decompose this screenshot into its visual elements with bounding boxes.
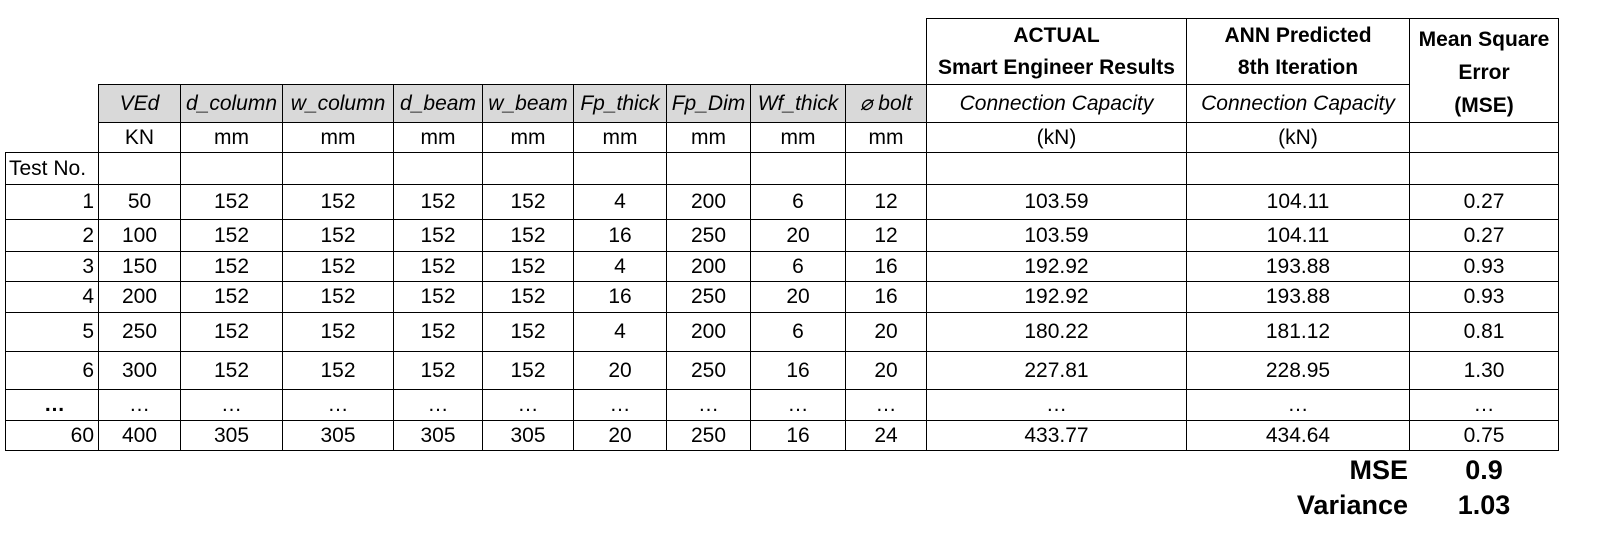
cell: 250 (99, 313, 181, 352)
units-row (6, 123, 1559, 153)
param-name: d_beam (394, 85, 483, 123)
actual-title-line1: ACTUAL (1013, 23, 1100, 47)
param-name: w_beam (483, 85, 574, 123)
test-number: 4 (6, 282, 99, 313)
param-name: Wf_thick (751, 85, 846, 123)
cell: 152 (181, 220, 283, 252)
param-unit: mm (846, 123, 927, 153)
table-row (6, 313, 1559, 352)
cell: 4 (574, 185, 667, 220)
cell: 250 (667, 421, 751, 451)
actual-title-line2: Smart Engineer Results (938, 55, 1175, 79)
mse-title-line2: Error (1458, 61, 1510, 84)
ellipsis-cell: … (1187, 390, 1410, 421)
ann-title-line2: 8th Iteration (1237, 55, 1359, 79)
cell: 12 (846, 220, 927, 252)
test-number: 2 (6, 220, 99, 252)
ann-value: 228.95 (1187, 352, 1410, 390)
ann-value: 434.64 (1187, 421, 1410, 451)
ellipsis-cell: … (574, 390, 667, 421)
param-name: ⌀ bolt (846, 85, 927, 123)
actual-unit: (kN) (927, 123, 1187, 153)
cell: 152 (181, 352, 283, 390)
mse-value: 0.93 (1410, 282, 1559, 313)
cell: 152 (394, 313, 483, 352)
cell: 50 (99, 185, 181, 220)
table-row (6, 282, 1559, 313)
cell: 250 (667, 352, 751, 390)
cell: 200 (667, 185, 751, 220)
ann-value: 181.12 (1187, 313, 1410, 352)
cell: 152 (394, 220, 483, 252)
results-table (5, 18, 1559, 451)
cell: 16 (846, 282, 927, 313)
cell: 4 (574, 252, 667, 282)
ann-unit: (kN) (1187, 123, 1410, 153)
cell: 152 (181, 252, 283, 282)
test-number: 6 (6, 352, 99, 390)
cell: 16 (574, 220, 667, 252)
cell: 24 (846, 421, 927, 451)
param-unit: mm (483, 123, 574, 153)
cell: 152 (394, 352, 483, 390)
param-name: w_column (283, 85, 394, 123)
cell: 250 (667, 282, 751, 313)
actual-value: 180.22 (927, 313, 1187, 352)
cell: 16 (846, 252, 927, 282)
cell: 4 (574, 313, 667, 352)
table-row (6, 220, 1559, 252)
actual-value: 192.92 (927, 252, 1187, 282)
mse-title-line3: (MSE) (1454, 94, 1514, 117)
cell: 305 (283, 421, 394, 451)
ann-value: 193.88 (1187, 252, 1410, 282)
ellipsis-row (6, 390, 1559, 421)
param-unit: mm (667, 123, 751, 153)
actual-value: 227.81 (927, 352, 1187, 390)
cell: 305 (181, 421, 283, 451)
ann-header (1187, 19, 1410, 85)
cell: 152 (394, 185, 483, 220)
test-number: 1 (6, 185, 99, 220)
actual-header (927, 19, 1187, 85)
cell: 152 (181, 185, 283, 220)
ellipsis-cell: … (99, 390, 181, 421)
cell: 305 (394, 421, 483, 451)
cell: 16 (751, 421, 846, 451)
param-unit: mm (751, 123, 846, 153)
test-no-label: Test No. (6, 153, 99, 185)
actual-subheader: Connection Capacity (927, 85, 1187, 123)
cell: 6 (751, 252, 846, 282)
summary-mse-label: MSE (1349, 455, 1408, 485)
cell: 152 (483, 313, 574, 352)
cell: 250 (667, 220, 751, 252)
cell: 12 (846, 185, 927, 220)
table-row (6, 352, 1559, 390)
table-row (6, 421, 1559, 451)
cell: 6 (751, 185, 846, 220)
ellipsis-cell: … (927, 390, 1187, 421)
cell: 400 (99, 421, 181, 451)
param-name: Fp_thick (574, 85, 667, 123)
test-number: 5 (6, 313, 99, 352)
param-name: Fp_Dim (667, 85, 751, 123)
summary-variance-label: Variance (1296, 490, 1408, 520)
actual-value: 433.77 (927, 421, 1187, 451)
cell: 152 (283, 313, 394, 352)
mse-header (1410, 19, 1559, 123)
cell: 20 (846, 352, 927, 390)
cell: 200 (99, 282, 181, 313)
param-unit: KN (99, 123, 181, 153)
mse-value: 0.81 (1410, 313, 1559, 352)
cell: 20 (574, 352, 667, 390)
table-row (6, 252, 1559, 282)
mse-title-line1: Mean Square (1418, 28, 1550, 51)
cell: 305 (483, 421, 574, 451)
cell: 200 (667, 313, 751, 352)
param-name: VEd (99, 85, 181, 123)
cell: 152 (394, 282, 483, 313)
ellipsis-cell: … (283, 390, 394, 421)
cell: 16 (751, 352, 846, 390)
cell: 152 (181, 313, 283, 352)
cell: 152 (181, 282, 283, 313)
cell: 152 (283, 185, 394, 220)
ellipsis-cell: … (181, 390, 283, 421)
mse-value: 0.27 (1410, 220, 1559, 252)
test-number: 60 (6, 421, 99, 451)
param-unit: mm (574, 123, 667, 153)
ellipsis-cell: … (1410, 390, 1559, 421)
ann-value: 193.88 (1187, 282, 1410, 313)
ellipsis-cell: … (394, 390, 483, 421)
cell: 20 (751, 282, 846, 313)
header-row-titles (6, 19, 1559, 85)
cell: 152 (283, 252, 394, 282)
mse-value: 0.93 (1410, 252, 1559, 282)
ellipsis-cell: … (846, 390, 927, 421)
cell: 20 (846, 313, 927, 352)
param-unit: mm (394, 123, 483, 153)
cell: 200 (667, 252, 751, 282)
ann-title-line1: ANN Predicted (1224, 23, 1372, 47)
cell: 152 (483, 282, 574, 313)
mse-value: 1.30 (1410, 352, 1559, 390)
summary-mse-value: 0.9 (1465, 455, 1503, 485)
cell: 300 (99, 352, 181, 390)
mse-value: 0.27 (1410, 185, 1559, 220)
cell: 152 (283, 282, 394, 313)
ann-subheader: Connection Capacity (1187, 85, 1410, 123)
test-number: 3 (6, 252, 99, 282)
cell: 152 (483, 185, 574, 220)
param-unit: mm (181, 123, 283, 153)
ellipsis-cell: … (483, 390, 574, 421)
actual-value: 103.59 (927, 185, 1187, 220)
cell: 152 (483, 252, 574, 282)
cell: 152 (283, 220, 394, 252)
test-no-row (6, 153, 1559, 185)
ellipsis-cell: … (751, 390, 846, 421)
mse-unit-empty (1410, 123, 1559, 153)
param-unit: mm (283, 123, 394, 153)
cell: 152 (394, 252, 483, 282)
summary-variance-value: 1.03 (1457, 490, 1511, 520)
cell: 152 (483, 352, 574, 390)
cell: 16 (574, 282, 667, 313)
cell: 20 (574, 421, 667, 451)
cell: 152 (483, 220, 574, 252)
cell: 20 (751, 220, 846, 252)
ellipsis-cell: … (667, 390, 751, 421)
table-row (6, 185, 1559, 220)
header-row-params (6, 85, 1559, 123)
ann-value: 104.11 (1187, 220, 1410, 252)
param-name: d_column (181, 85, 283, 123)
ellipsis-test: … (6, 390, 99, 421)
actual-value: 192.92 (927, 282, 1187, 313)
actual-value: 103.59 (927, 220, 1187, 252)
ann-value: 104.11 (1187, 185, 1410, 220)
cell: 100 (99, 220, 181, 252)
mse-value: 0.75 (1410, 421, 1559, 451)
cell: 152 (283, 352, 394, 390)
cell: 150 (99, 252, 181, 282)
cell: 6 (751, 313, 846, 352)
